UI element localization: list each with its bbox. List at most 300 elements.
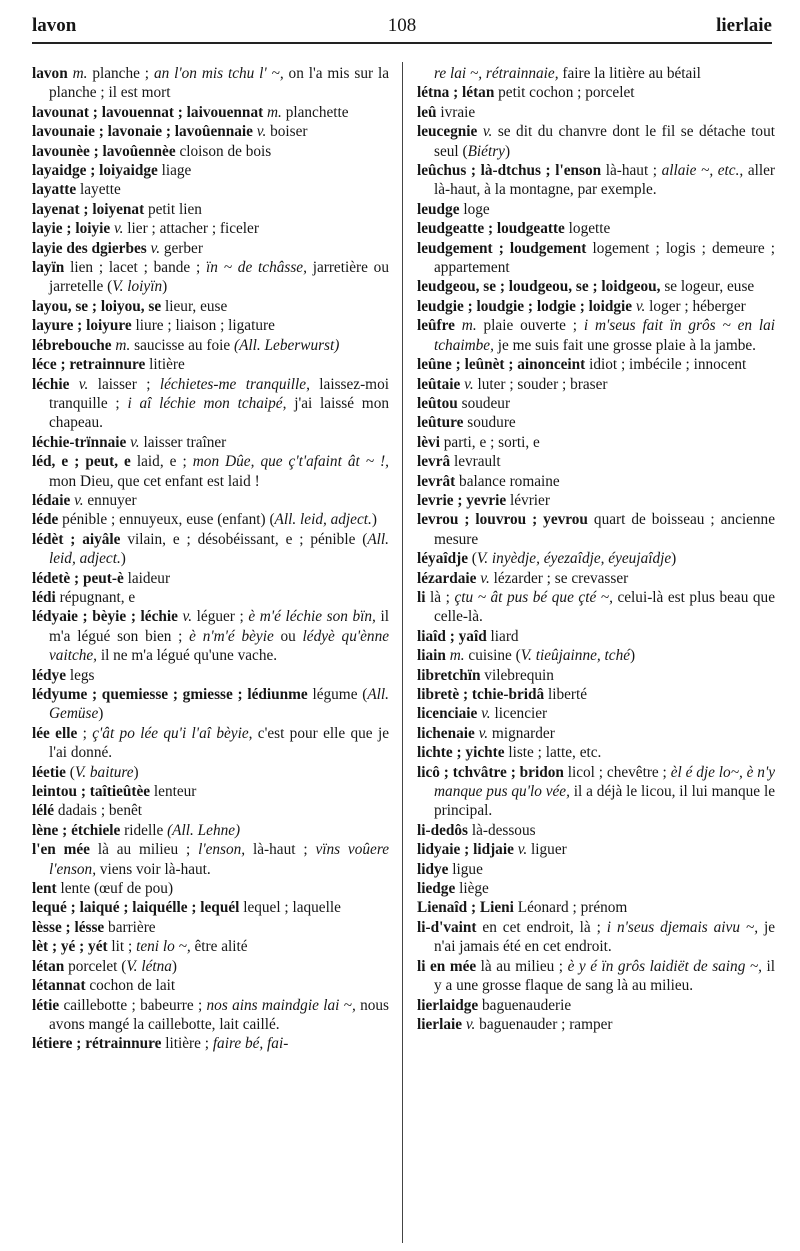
headword: léde [32,511,59,529]
dictionary-entry [32,433,389,452]
headword: lélé [32,802,55,820]
headword: leucegnie [417,123,478,141]
italic-text: mon Dûe, que ç't'afaint ât ~ !, [192,453,389,471]
dictionary-entry [417,83,775,102]
definition-text: liure ; liaison ; ligature [131,317,275,335]
dictionary-entry [417,239,775,278]
italic-text: è n'm'é bèyie [189,627,274,645]
definition-text: pénible ; ennuyeux, euse (enfant) ( [58,511,275,529]
italic-text: i aî léchie mon tchaipé, [127,394,287,412]
headword: layaidge ; loiyaidge [32,162,158,180]
dictionary-entry [417,627,775,646]
italic-text: léchietes-me tranquille, [159,375,310,393]
definition-text: ) [120,550,126,568]
headword: lavounèe ; lavoûennèe [32,142,176,160]
italic-text: V. létna [126,957,172,975]
italic-text: All. Gemüse [49,686,389,723]
dictionary-entry [417,724,775,743]
definition-text: je me suis fait une grosse plaie à la jambe. [493,336,756,354]
definition-text: nous avons mangé la caillebotte, lait caillé. [49,996,389,1033]
headword: leû [417,103,437,121]
definition-text: dadais ; benêt [54,802,143,820]
headword: lavounaie ; lavonaie ; lavoûennaie [32,123,253,141]
definition-text: licol ; chevêtre ; [563,763,671,781]
headword: levrie ; yevrie [417,491,507,509]
dictionary-entry [32,821,389,840]
definition-text: répugnant, e [55,588,136,606]
dictionary-entry [417,433,775,452]
italic-text: allaie ~, etc., [661,162,744,180]
definition-text: là-dessous [468,821,536,839]
dictionary-entry [417,860,775,879]
dictionary-entry [417,743,775,762]
definition-text: être alité [190,938,248,956]
italic-text: v. [70,491,84,509]
italic-text: v. [477,123,493,141]
definition-text: barrière [104,918,156,936]
definition-text: laisser ; [88,375,160,393]
dictionary-entry [32,122,389,141]
dictionary-entry [32,452,389,491]
headword: leudgement ; loudgement [417,239,587,257]
dictionary-entry [417,569,775,588]
headword: leûne ; leûnèt ; ainonceint [417,356,586,374]
definition-text: quart de boisseau ; ancienne mesure [434,511,775,548]
dictionary-entry [417,355,775,374]
headword: Lienaîd ; Lieni [417,899,514,917]
definition-text: levrault [450,453,501,471]
italic-text: Biétry [467,142,505,160]
headword: lèvi [417,433,440,451]
definition-text: j'ai laissé mon chapeau. [49,394,389,432]
dictionary-entry [417,413,775,432]
italic-text: faire bé, fai- [212,1035,289,1053]
dictionary-entry [417,898,775,917]
dictionary-entry [32,239,389,258]
italic-text: nos ains maindgie lai ~, [206,996,356,1014]
dictionary-entry [32,200,389,219]
definition-text: ; [77,724,93,742]
headword: lédyume ; quemiesse ; gmiesse ; lédiunme [32,686,308,703]
definition-text: baguenauderie [478,996,572,1014]
headword: léchie-trïnnaie [32,433,127,451]
headword: lédaie [32,491,71,509]
dictionary-entry [32,724,389,763]
dictionary-entry [32,161,389,180]
headword: levrât [417,472,456,490]
definition-text: se logeur, euse [660,278,755,296]
dictionary-entry [417,491,775,510]
definition-text: planche ; [87,65,154,82]
definition-text: en cet endroit, là ; [476,918,607,936]
definition-text: soudure [463,414,516,432]
headword: lédèt ; aiyâle [32,530,121,548]
dictionary-entry [417,122,775,161]
headword: lédi [32,588,56,606]
dictionary-entry [32,103,389,122]
dictionary-entry [32,355,389,374]
headword: lène ; étchiele [32,821,121,839]
definition-text: ridelle [120,821,168,839]
definition-text: je n'ai jamais été en cet endroit. [434,918,775,956]
headword: li-dedôs [417,821,468,839]
headword: lavon [32,65,68,82]
italic-text: V. baiture [74,763,134,781]
definition-text: là au milieu ; [89,841,199,859]
headword: li [417,588,426,606]
italic-text: re lai ~, rétrainnaie, [434,65,559,82]
definition-text: ) [504,142,511,160]
definition-text: il ne m'a légué qu'une vache. [97,647,278,665]
dictionary-entry [32,666,389,685]
dictionary-entry [417,161,775,200]
headword: l'en mée [32,841,90,859]
headword: léetie [32,763,66,781]
dictionary-entry [417,219,775,238]
headword: leûtou [417,394,458,412]
dictionary-entry [417,957,775,996]
dictionary-entry [417,1015,775,1034]
definition-text: layette [76,181,121,199]
dictionary-entry [417,588,775,627]
definition-text: il a déjà le licou, il lui manque le principal. [434,783,775,820]
definition-text: lévrier [506,491,550,509]
headword: léd, e ; peut, e [32,453,131,471]
headword: layenat ; loiyenat [32,200,145,218]
headword: liaîd ; yaîd [417,627,487,645]
definition-text: là-haut ; [601,162,662,180]
headword: layatte [32,181,77,199]
headword: lédetè ; peut-è [32,569,124,587]
dictionary-entry [32,996,389,1035]
definition-text: mignarder [488,724,555,742]
headword: lierlaie [417,1015,463,1033]
definition-text: lier ; attacher ; ficeler [123,220,259,238]
headword: leudgeatte ; loudgeatte [417,220,565,238]
headword: lébrebouche [32,336,112,354]
headword: lent [32,880,57,898]
definition-text: liège [455,880,489,898]
definition-text: balance romaine [455,472,560,490]
dictionary-entry [32,840,389,879]
italic-text: v. [462,1015,476,1033]
page-number: 108 [387,15,417,36]
dictionary-entry [32,685,389,724]
italic-text: i m'seus fait ïn grôs ~ en lai tchaimbe, [434,317,776,354]
dictionary-entry [32,569,389,588]
italic-text: All. leid, adject. [274,511,372,529]
definition-text: laisser traîner [139,433,227,451]
dictionary-entry [417,316,775,355]
headword: licenciaie [417,705,478,723]
definition-text: ( [467,550,477,568]
definition-text: liage [157,162,192,180]
italic-text: l'enson, [198,841,246,859]
definition-text: celui-là est plus beau que celle-là. [434,588,775,626]
headword: layie des dgierbes [32,239,147,257]
definition-text: cuisine ( [464,647,521,665]
dictionary-entry [32,219,389,238]
dictionary-entry [417,200,775,219]
definition-text: petit lien [144,200,202,218]
italic-text: (All. Lehne) [167,821,241,839]
definition-text: viens voir là-haut. [96,860,211,878]
definition-text: ) [133,763,139,781]
italic-text: v. [460,375,474,393]
definition-text: boiser [266,123,308,141]
dictionary-entry [417,763,775,821]
dictionary-entry [32,1034,389,1053]
dictionary-entry [32,937,389,956]
headword: lierlaidge [417,996,479,1014]
dictionary-entry [32,607,389,665]
definition-text: mon Dieu, que cet enfant est laid ! [49,472,260,490]
dictionary-entry [32,782,389,801]
definition-text: on l'a mis sur la planche ; il est mort [49,65,390,102]
definition-text: cloison de bois [175,142,272,160]
definition-text: ivraie [436,103,476,121]
definition-text: liard [486,627,519,645]
dictionary-entry [417,666,775,685]
definition-text: ) [98,705,104,723]
headword: leintou ; taîtieûtèe [32,783,151,801]
running-head [32,14,772,38]
definition-text: jarretière ou jarretelle ( [49,259,389,296]
dictionary-entry [32,316,389,335]
headword: leûfre [417,317,455,335]
dictionary-entry [32,375,389,433]
headword: léce ; retrainnure [32,356,146,374]
dictionary-entry [32,336,389,355]
dictionary-entry [32,491,389,510]
dictionary-entry [417,277,775,296]
right-column [417,64,775,1034]
italic-text: è y é ïn grôs laidiët de saing ~, [567,957,762,975]
headword: layïn [32,259,65,277]
headword: licô ; tchvâtre ; bridon [417,763,564,781]
headword: lédyaie ; bèyie ; léchie [32,608,178,626]
dictionary-entry [417,704,775,723]
definition-text: soudeur [457,394,511,412]
dictionary-entry [32,142,389,161]
headword: liedge [417,880,456,898]
dictionary-entry [417,996,775,1015]
definition-text: lenteur [150,783,197,801]
italic-text: an l'on mis tchu l' ~, [153,65,284,82]
dictionary-entry [32,898,389,917]
definition-text: legs [66,666,95,684]
headword: létannat [32,977,86,995]
dictionary-entry [417,103,775,122]
dictionary-entry [417,549,775,568]
italic-text: m. [445,647,465,665]
italic-text: All. leid, adject. [49,530,389,568]
definition-text: caillebotte ; babeurre ; [59,996,207,1014]
headword: levrâ [417,453,451,471]
column-divider [402,62,403,1243]
italic-text: v. [474,724,489,742]
headword: lidye [417,860,449,878]
dictionary-entry [32,64,389,103]
headword: li en mée [417,957,477,975]
headword: lée elle [32,724,78,742]
dictionary-entry [417,879,775,898]
headword: leudgeou, se ; loudgeou, se ; loidgeou, [417,278,661,296]
definition-text: vilebrequin [480,666,554,684]
headword: libretè ; tchie-bridâ [417,686,545,703]
italic-text: v. [513,841,528,859]
headword: lidyaie ; lidjaie [417,841,514,859]
definition-text: laid, e ; [130,453,193,471]
definition-text: luter ; souder ; braser [473,375,608,393]
dictionary-entry [32,976,389,995]
headword: li-d'vaint [417,918,477,936]
definition-text: litière [145,356,185,374]
definition-text: licencier [490,705,548,723]
definition-text: logement ; logis ; demeure ; appartement [434,239,775,277]
italic-text: v. [110,220,124,238]
italic-text: v. [476,569,490,587]
definition-text: parti, e ; sorti, e [439,433,540,451]
definition-text: loge [459,200,490,218]
headword: libretchïn [417,666,481,684]
definition-text: aller là-haut, à la montagne, par exemple. [434,162,776,199]
definition-text: là ; [425,588,455,606]
definition-text: ) [171,957,178,975]
definition-text: lit ; [107,938,137,956]
header-rule [32,42,772,44]
dictionary-entry [32,763,389,782]
italic-text: v. [252,123,267,141]
italic-text: V. loiyïn [112,278,163,296]
italic-text: m. [454,317,477,335]
definition-text: laissez-moi tranquille ; [49,375,389,412]
definition-text: il y a une grosse flaque de sang là au milieu. [434,957,775,995]
definition-text: lente (œuf de pou) [56,880,174,898]
definition-text: cochon de lait [85,977,176,995]
definition-text: liste ; latte, etc. [504,744,602,762]
italic-text: (All. Leberwurst) [233,336,340,354]
headword: lavounat ; lavouennat ; laivouennat [32,103,264,121]
definition-text: ) [671,550,677,568]
italic-text: m. [111,336,131,354]
dictionary-entry [32,801,389,820]
italic-text: v. [146,239,161,257]
italic-text: V. inyèdje, éyezaîdje, éyeujaîdje [476,550,672,568]
headword: lichenaie [417,724,475,742]
dictionary-entry [417,646,775,665]
dictionary-entry [417,840,775,859]
headword: liain [417,647,446,665]
italic-text: V. tieûjainne, tché [520,647,631,665]
headword: létan [32,957,65,975]
definition-text: léguer ; [192,608,249,626]
dictionary-entry [417,452,775,471]
dictionary-entry [32,180,389,199]
definition-text: plaie ouverte ; [476,317,584,335]
dictionary-entry [32,297,389,316]
headword: létie [32,996,60,1014]
headword: layure ; loiyure [32,317,132,335]
headword: lèsse ; lésse [32,918,105,936]
headword: levrou ; louvrou ; yevrou [417,511,588,529]
dictionary-entry [32,879,389,898]
italic-text: v. [69,375,89,393]
dictionary-entry [417,510,775,549]
italic-text: èl é dje lo~, è n'y manque pus qu'lo vée, [434,763,776,801]
dictionary-entry [32,258,389,297]
definition-text: lézarder ; se crevasser [489,569,629,587]
definition-text: là au milieu ; [476,957,568,975]
dictionary-entry [417,297,775,316]
italic-text: ïn ~ de tchâsse, [206,259,307,277]
definition-text: lieur, euse [161,297,228,315]
italic-text: vïns voûere l'enson, [49,841,389,878]
definition-text: faire la litière au bétail [558,65,701,82]
italic-text: m. [67,65,88,82]
dictionary-entry [417,685,775,704]
headword: lèt ; yé ; yét [32,938,108,956]
headword: lézardaie [417,569,477,587]
headword: létna ; létan [417,84,495,102]
dictionary-entry [32,588,389,607]
definition-text: ennuyer [83,491,137,509]
definition-text: baguenauder ; ramper [475,1015,613,1033]
headword: léchie [32,375,70,393]
italic-text: v. [126,433,140,451]
italic-text: i n'seus djemais aivu ~, [606,918,759,936]
dictionary-entry [417,918,775,957]
italic-text: v. [177,608,193,626]
italic-text: è m'é léchie son bïn, [248,608,376,626]
definition-text: ) [371,511,377,529]
headword: leûture [417,414,464,432]
definition-text: logette [564,220,611,238]
guide-word-last: lierlaie [716,15,772,36]
definition-text: laideur [123,569,171,587]
definition-text: petit cochon ; porcelet [494,84,635,102]
headword: leûchus ; là-dtchus ; l'enson [417,162,602,180]
definition-text: vilain, e ; désobéissant, e ; pénible ( [120,530,368,548]
italic-text: teni lo ~, [136,938,191,956]
dictionary-entry [32,530,389,569]
italic-text: v. [477,705,491,723]
italic-text: çtu ~ ât pus bé que çté ~, [454,588,613,606]
definition-text: ) [162,278,168,296]
definition-text: là-haut ; [245,841,316,859]
headword: lichte ; yichte [417,744,505,762]
dictionary-entry [417,394,775,413]
definition-text: se dit du chanvre dont le fil se détache tout seul ( [434,123,775,160]
dictionary-entry [417,64,775,83]
definition-text: ligue [448,860,483,878]
headword: layou, se ; loiyou, se [32,297,162,315]
headword: leûtaie [417,375,461,393]
headword: layie ; loiyie [32,220,111,238]
italic-text: ç'ât po lée qu'i l'aî bèyie, [92,724,253,742]
headword: leudge [417,200,460,218]
definition-text: ) [630,647,636,665]
definition-text: lequel ; laquelle [239,899,341,917]
dictionary-entry [32,918,389,937]
italic-text: lédyè qu'ènne vaitche, [49,627,390,665]
dictionary-entry [32,510,389,529]
definition-text: lien ; lacet ; bande ; [64,259,207,277]
definition-text: ou [273,627,303,645]
definition-text: liguer [527,841,567,859]
definition-text: Léonard ; prénom [513,899,628,917]
definition-text: ( [65,763,75,781]
